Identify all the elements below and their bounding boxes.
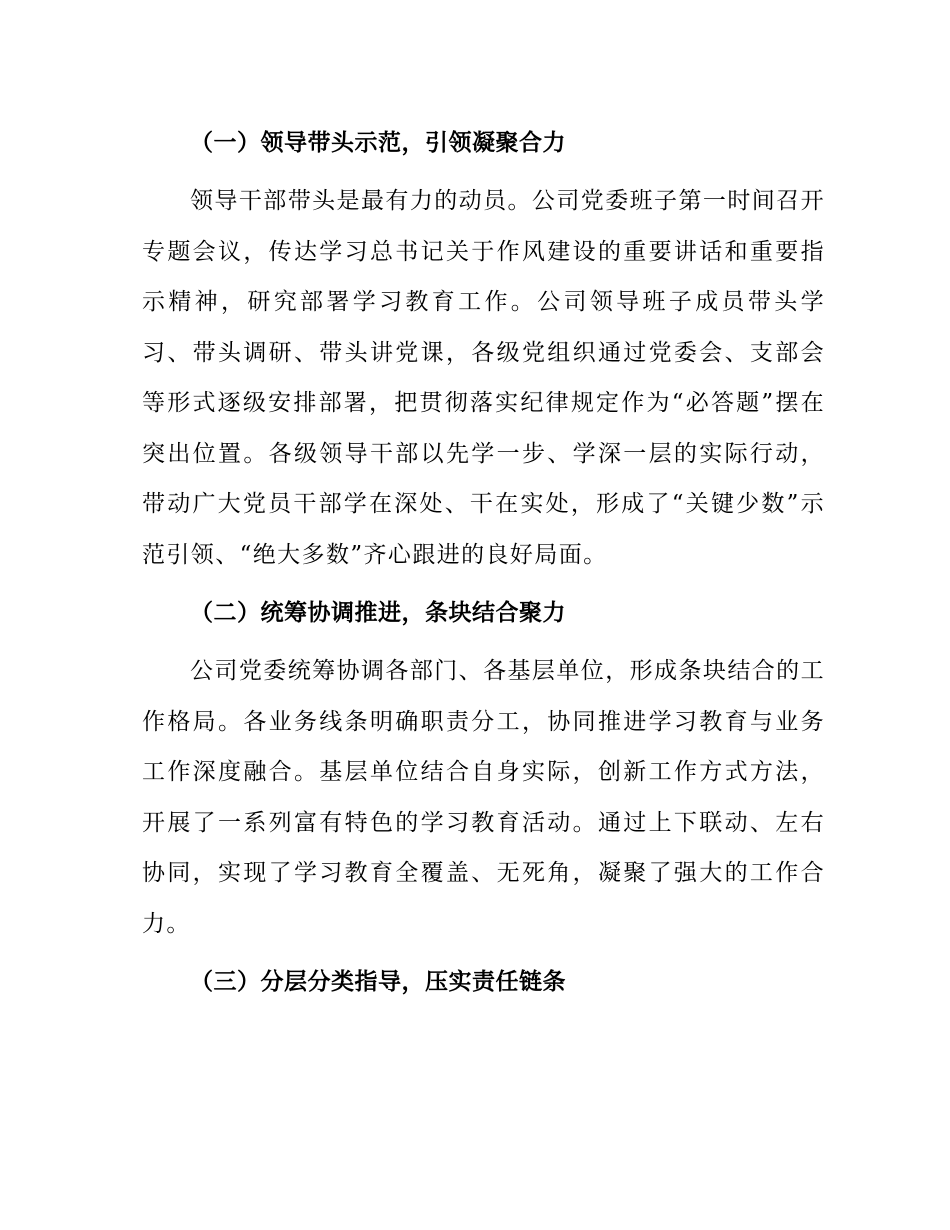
section-heading-1: （一）领导带头示范，引领凝聚合力 <box>190 130 566 156</box>
section-heading-2: （二）统筹协调推进，条块结合聚力 <box>190 600 566 626</box>
section-paragraph-1: 领导干部带头是最有力的动员。公司党委班子第一时间召开专题会议，传达学习总书记关于作风建设的重要讲话和重要指示精神，研究部署学习教育工作。公司领导班子成员带头学习、带头调研、带头讲党课，各级党组织通过党委会、支部会等形式逐级安排部署，把贯彻落实纪律规定作为“必答题”摆在突出位置。各级领导干部以先学一步、学深一层的实际行动，带动广大党员干部学在深处、干在实处，形成了“关键少数”示范引领、“绝大多数”齐心跟进的良好局面。 <box>142 188 825 568</box>
document-body <box>142 118 825 1015</box>
section-paragraph-2: 公司党委统筹协调各部门、各基层单位，形成条块结合的工作格局。各业务线条明确职责分工，协同推进学习教育与业务工作深度融合。基层单位结合自身实际，创新工作方式方法，开展了一系列富有特色的学习教育活动。通过上下联动、左右协同，实现了学习教育全覆盖、无死角，凝聚了强大的工作合力。 <box>142 658 825 937</box>
section-heading-3: （三）分层分类指导，压实责任链条 <box>190 969 566 995</box>
